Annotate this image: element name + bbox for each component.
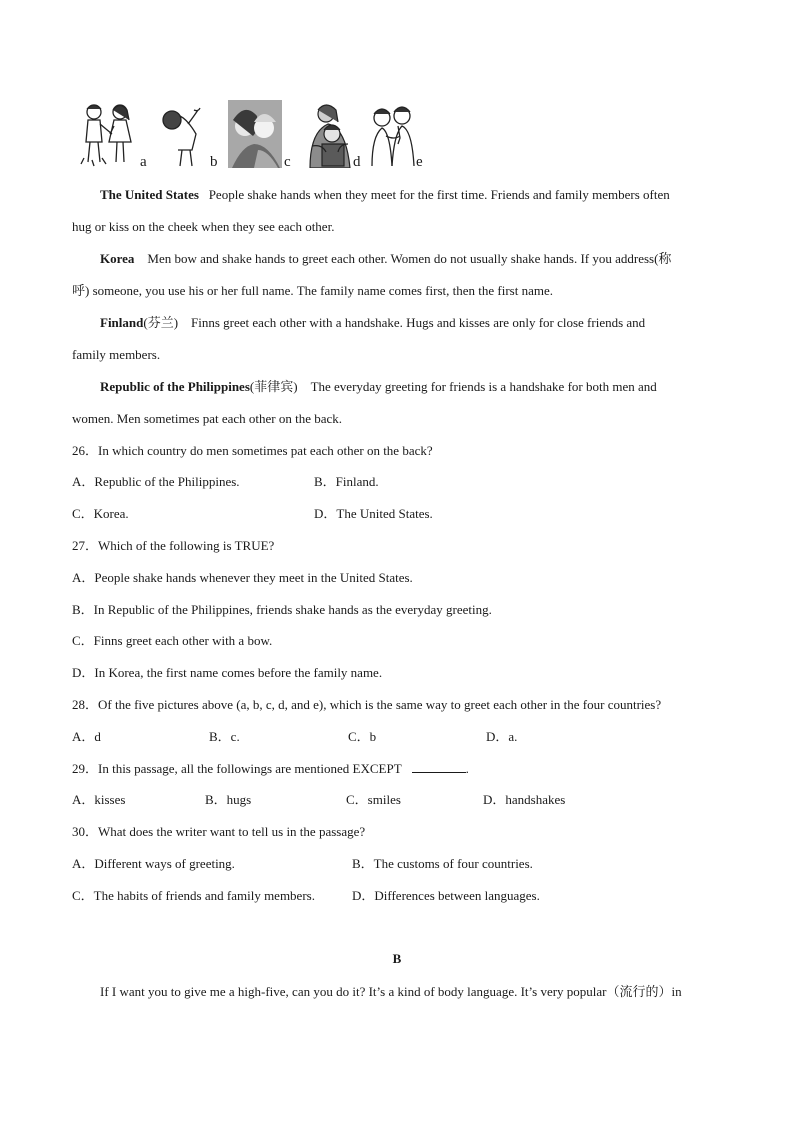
question-29-option-c[interactable]: C．smiles: [346, 792, 401, 807]
paragraph-finland-line2: family members.: [72, 347, 161, 362]
country-label-finland: Finland: [100, 315, 144, 330]
paragraph-us-line2: hug or kiss on the cheek when they see each other.: [72, 219, 335, 234]
question-29-stem: 29．In this passage, all the followings are mentioned EXCEPT .: [72, 761, 469, 776]
picture-label-c: c: [284, 154, 291, 170]
question-30-stem: 30．What does the writer want to tell us in the passage?: [72, 824, 366, 839]
children-greeting-icon: [78, 100, 138, 168]
section-b-line1: If I want you to give me a high-five, can you do it? It’s a kind of body language. It’s very popular（流行的）in: [100, 984, 682, 999]
question-26-option-b[interactable]: B．Finland.: [314, 474, 379, 489]
picture-label-e: e: [416, 154, 423, 170]
question-27-option-c[interactable]: C．Finns greet each other with a bow.: [72, 633, 273, 648]
paragraph-korea-line1: Korea Men bow and shake hands to greet each other. Women do not usually shake hands. If you address(称: [100, 251, 672, 266]
bowing-person-icon: [158, 100, 206, 168]
answer-blank[interactable]: [412, 762, 466, 773]
question-27-option-a[interactable]: A．People shake hands whenever they meet in the United States.: [72, 570, 413, 585]
country-label-philippines: Republic of the Philippines: [100, 379, 250, 394]
picture-label-b: b: [210, 154, 218, 170]
question-29-option-d[interactable]: D．handshakes: [483, 792, 566, 807]
hug-icon: [302, 100, 358, 168]
question-28-option-d[interactable]: D．a.: [486, 729, 518, 744]
question-28-option-b[interactable]: B．c.: [209, 729, 240, 744]
question-28-stem: 28．Of the five pictures above (a, b, c, d, and e), which is the same way to greet each other in the four countries?: [72, 697, 662, 712]
paragraph-us-line1: The United States People shake hands when they meet for the first time. Friends and family members often: [100, 187, 670, 202]
question-30-option-b[interactable]: B．The customs of four countries.: [352, 856, 533, 871]
picture-label-d: d: [353, 154, 361, 170]
question-27-option-d[interactable]: D．In Korea, the first name comes before the family name.: [72, 665, 383, 680]
country-label-us: The United States: [100, 187, 199, 202]
paragraph-finland-line1: Finland(芬兰) Finns greet each other with a handshake. Hugs and kisses are only for close friends and: [100, 315, 646, 330]
question-27-option-b[interactable]: B．In Republic of the Philippines, friends shake hands as the everyday greeting.: [72, 602, 492, 617]
question-28-option-a[interactable]: A．d: [72, 729, 101, 744]
question-26-option-a[interactable]: A．Republic of the Philippines.: [72, 474, 240, 489]
question-26-stem: 26．In which country do men sometimes pat each other on the back?: [72, 443, 433, 458]
cheek-kiss-icon: [228, 100, 282, 168]
question-29-option-a[interactable]: A．kisses: [72, 792, 126, 807]
section-b-heading: B: [392, 951, 402, 966]
question-30-option-d[interactable]: D．Differences between languages.: [352, 888, 540, 903]
picture-label-a: a: [140, 154, 147, 170]
country-label-korea: Korea: [100, 251, 135, 266]
paragraph-korea-line2: 呼) someone, you use his or her full name. The family name comes first, then the first name.: [72, 283, 553, 298]
question-29-option-b[interactable]: B．hugs: [205, 792, 252, 807]
question-30-option-c[interactable]: C．The habits of friends and family members.: [72, 888, 315, 903]
question-26-option-d[interactable]: D．The United States.: [314, 506, 433, 521]
question-26-option-c[interactable]: C．Korea.: [72, 506, 129, 521]
question-30-option-a[interactable]: A．Different ways of greeting.: [72, 856, 235, 871]
question-27-stem: 27．Which of the following is TRUE?: [72, 538, 275, 553]
paragraph-philippines-line1: Republic of the Philippines(菲律宾) The everyday greeting for friends is a handshake for both men and: [100, 379, 657, 394]
paragraph-philippines-line2: women. Men sometimes pat each other on the back.: [72, 411, 343, 426]
men-greeting-icon: [368, 100, 418, 168]
question-28-option-c[interactable]: C．b: [348, 729, 377, 744]
